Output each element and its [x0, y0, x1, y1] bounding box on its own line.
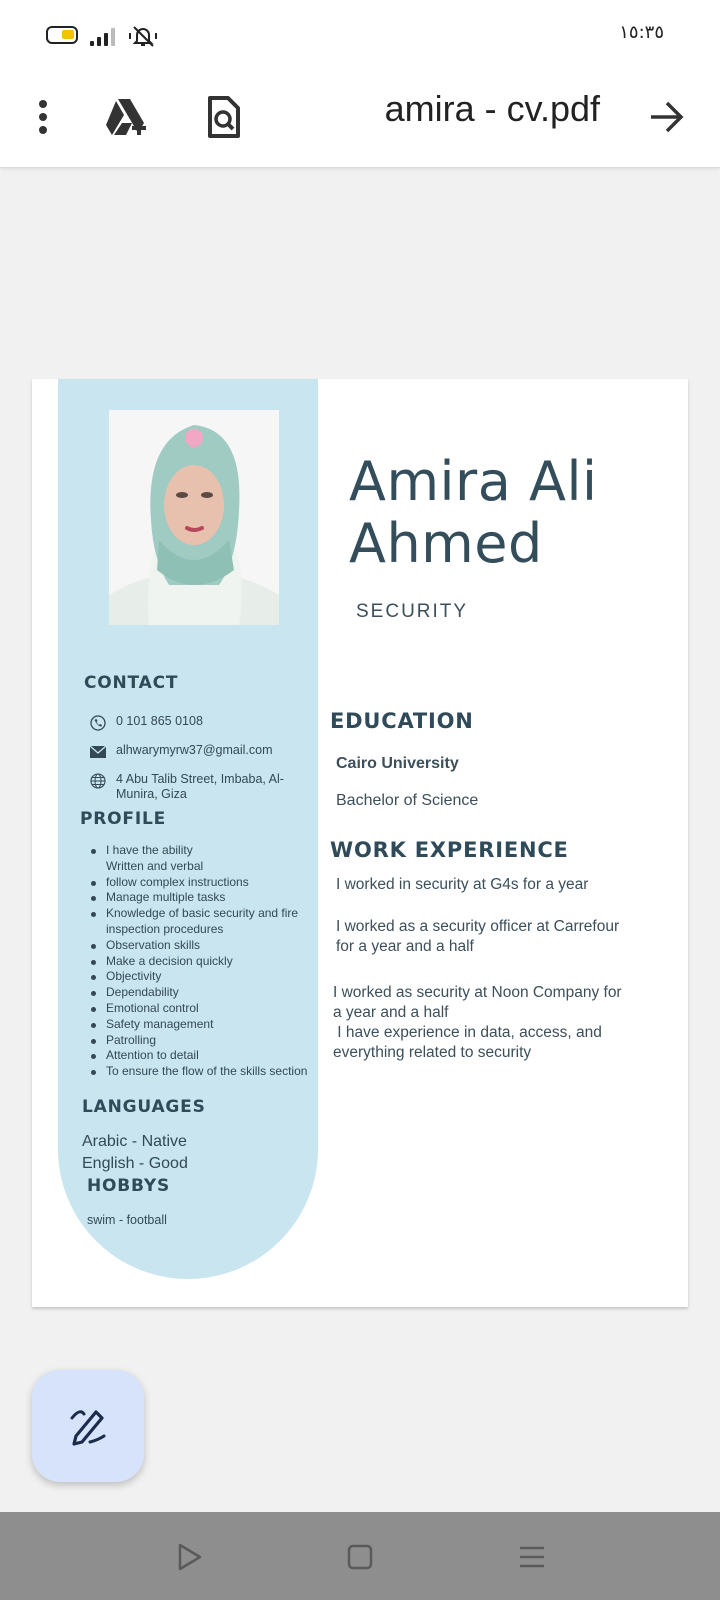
education-degree: Bachelor of Science	[336, 792, 479, 809]
work-item-4-line-2: everything related to security	[333, 1044, 532, 1061]
languages-list	[82, 1131, 188, 1175]
list-item: Objectivity	[106, 969, 316, 985]
toolbar	[0, 70, 720, 168]
list-item: I have the ability	[106, 843, 316, 859]
list-item: Manage multiple tasks	[106, 890, 316, 906]
education-school: Cairo University	[336, 755, 459, 772]
globe-icon	[88, 772, 108, 790]
doc-search-icon[interactable]	[198, 92, 248, 142]
contact-phone	[88, 714, 203, 732]
phone-icon	[88, 714, 108, 732]
name-line-1: Amira Ali	[349, 450, 598, 513]
recents-icon[interactable]	[507, 1532, 557, 1582]
home-icon[interactable]	[335, 1532, 385, 1582]
system-nav-bar	[0, 1512, 720, 1600]
profile-heading: PROFILE	[80, 809, 166, 829]
name-line-2: Ahmed	[349, 512, 543, 575]
pdf-page	[32, 379, 688, 1307]
cv-name	[349, 451, 597, 575]
list-item: inspection procedures	[106, 921, 224, 936]
signal-icon	[90, 28, 116, 46]
language-arabic: Arabic - Native	[82, 1133, 187, 1150]
language-english: English - Good	[82, 1155, 188, 1172]
contact-heading: CONTACT	[84, 673, 179, 693]
work-item-2-line-1: I worked as a security officer at Carrefour	[336, 918, 620, 935]
hobbies-text: swim - football	[87, 1213, 167, 1227]
battery-icon	[46, 26, 78, 44]
work-item-2-line-2: for a year and a half	[336, 938, 474, 955]
work-item-2	[336, 917, 619, 957]
more-vert-icon[interactable]	[18, 92, 68, 142]
list-item: To ensure the flow of the skills section	[106, 1064, 316, 1080]
list-item: Patrolling	[106, 1033, 316, 1049]
work-heading: WORK EXPERIENCE	[330, 838, 569, 862]
profile-photo	[109, 410, 279, 625]
list-item: Dependability	[106, 985, 316, 1001]
list-item: Emotional control	[106, 1001, 316, 1017]
address-line-2: Munira, Giza	[116, 787, 187, 801]
drive-add-icon[interactable]	[102, 92, 152, 142]
status-bar	[0, 0, 720, 70]
profile-list	[106, 843, 316, 1080]
work-item-3	[333, 983, 622, 1063]
address-line-1: 4 Abu Talib Street, Imbaba, Al-	[116, 772, 284, 786]
list-item: Make a decision quickly	[106, 954, 316, 970]
list-item: Knowledge of basic security and fire	[106, 906, 316, 922]
contact-address	[88, 772, 284, 802]
work-item-3-line-2: a year and a half	[333, 1004, 449, 1021]
education-heading: EDUCATION	[330, 709, 474, 733]
arrow-forward-icon[interactable]	[642, 92, 692, 142]
list-item: follow complex instructions	[106, 875, 316, 891]
email-text: alhwarymyrw37@gmail.com	[116, 743, 273, 757]
document-title: amira - cv.pdf	[384, 88, 600, 129]
languages-heading: LANGUAGES	[82, 1097, 206, 1117]
clock: ١٥:٣٥	[619, 22, 664, 43]
phone-text: 0 101 865 0108	[116, 714, 203, 728]
edit-pen-icon	[66, 1404, 110, 1448]
list-item: Observation skills	[106, 938, 316, 954]
mail-icon	[88, 743, 108, 761]
edit-fab-button[interactable]	[32, 1370, 144, 1482]
back-icon[interactable]	[165, 1532, 215, 1582]
list-item: Written and verbal	[106, 858, 204, 873]
work-item-4-line-1: I have experience in data, access, and	[333, 1024, 602, 1041]
cv-role: SECURITY	[356, 601, 469, 622]
hobbies-heading: HOBBYS	[87, 1176, 171, 1196]
work-item-3-line-1: I worked as security at Noon Company for	[333, 984, 622, 1001]
vibrate-mute-icon	[128, 24, 158, 48]
work-item-1: I worked in security at G4s for a year	[336, 876, 589, 893]
contact-email	[88, 743, 272, 761]
list-item: Safety management	[106, 1017, 316, 1033]
list-item: Attention to detail	[106, 1048, 316, 1064]
